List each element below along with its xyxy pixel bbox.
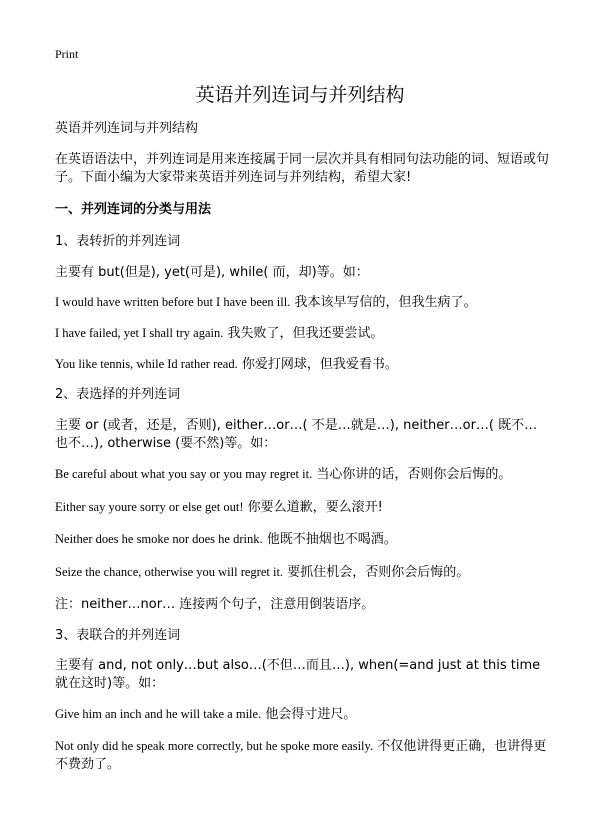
subsection-3-main: 主要有 and, not only…but also…(不但…而且…), when(=and just at this time 就在这时)等。如： [55,658,541,691]
example-sentence [55,294,477,311]
subsection-1-main: 主要有 but(但是), yet(可是), while( 而，却)等。如： [55,265,369,280]
subsection-heading-1: 1、表转折的并列连词 [55,234,181,249]
example-en: Seize the chance, otherwise you will regret it. [55,565,284,579]
example-en: I have failed, yet I shall try again. [55,326,224,340]
intro-paragraph: 在英语语法中，并列连词是用来连接属于同一层次并具有相同句法功能的词、短语或句子。下面小编为大家带来英语并列连词与并列结构，希望大家! [55,152,550,185]
subsection-2-main: 主要 or (或者，还是，否则), either…or…( 不是…就是…), neither…or…( 既不…也不…), otherwise (要不然)等。如： [55,418,538,451]
example-sentence [55,325,384,342]
example-sentence [55,356,398,373]
example-zh: 你要么道歉，要么滚开! [247,500,383,515]
section-heading-1: 一、并列连词的分类与用法 [55,202,212,217]
example-zh: 不仅他讲得更正确，也讲得更不费劲了。 [55,739,547,772]
print-label: Print [55,47,79,61]
example-zh: 他会得寸进尺。 [265,707,357,722]
example-sentence [55,706,356,723]
subsection-heading-2: 2、表选择的并列连词 [55,387,181,402]
example-sentence [55,531,397,548]
example-zh: 我失败了，但我还要尝试。 [227,326,384,341]
example-zh: 我本该早写信的，但我生病了。 [294,295,477,310]
example-zh: 他既不抽烟也不喝酒。 [266,532,397,547]
subsection-heading-3: 3、表联合的并列连词 [55,628,181,643]
subtitle: 英语并列连词与并列结构 [55,121,199,136]
example-sentence [55,737,550,774]
example-zh: 你爱打网球，但我爱看书。 [241,357,398,372]
example-en: Not only did he speak more correctly, but he spoke more easily. [55,739,374,753]
example-sentence [55,499,383,516]
example-en: You like tennis, while Id rather read. [55,357,238,371]
page-title: 英语并列连词与并列结构 [195,84,405,106]
subsection-2-note: 注：neither…nor… 连接两个句子，注意用倒装语序。 [55,597,375,612]
example-en: Either say youre sorry or else get out! [55,500,244,514]
example-zh: 当心你讲的话，否则你会后悔的。 [316,467,512,482]
example-sentence [55,564,469,581]
example-en: I would have written before but I have been ill. [55,295,291,309]
example-zh: 要抓住机会，否则你会后悔的。 [287,565,470,580]
example-en: Give him an inch and he will take a mile. [55,707,262,721]
example-sentence [55,466,511,483]
example-en: Be careful about what you say or you may regret it. [55,467,313,481]
example-en: Neither does he smoke nor does he drink. [55,532,263,546]
